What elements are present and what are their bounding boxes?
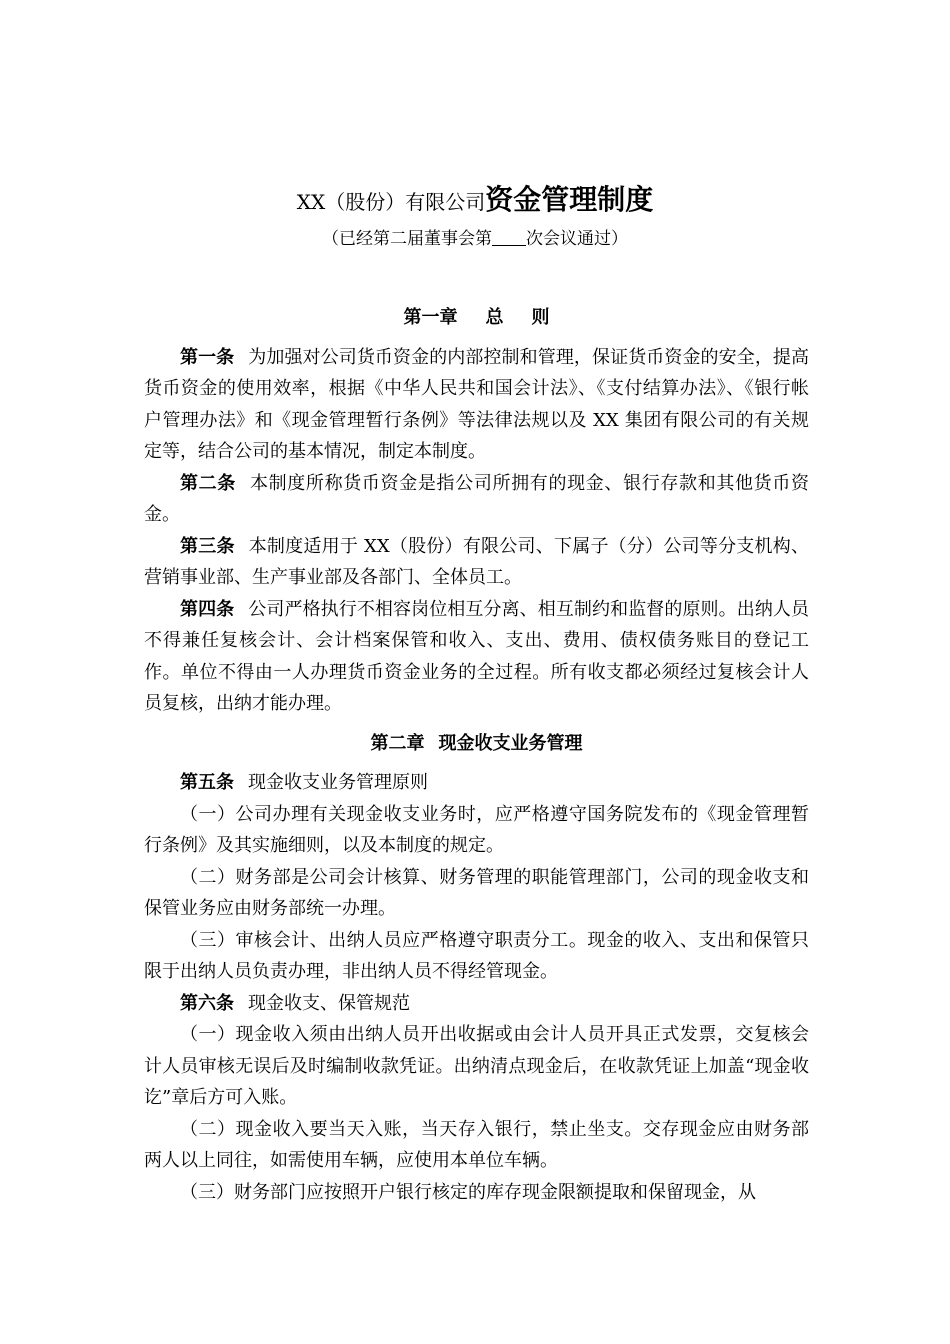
paragraph (144, 531, 809, 594)
paragraph (144, 1019, 809, 1114)
paragraph-text: 现金收支业务管理原则 (248, 772, 428, 793)
paragraph-text: 为加强对公司货币资金的内部控制和管理，保证货币资金的安全，提高货币资金的使用效率，根据《中华人民共和国会计法》、《支付结算办法》、《银行帐户管理办法》和《现金管理暂行条例》等法律法规以及 XX 集团有限公司的有关规定等，结合公司的基本情况，制定本制度。 (144, 346, 810, 462)
paragraph-text: （二）财务部是公司会计核算、财务管理的职能管理部门，公司的现金收支和保管业务应由财务部统一办理。 (144, 866, 809, 919)
paragraph-text: （三）审核会计、出纳人员应严格遵守职责分工。现金的收入、支出和保管只限于出纳人员负责办理，非出纳人员不得经管现金。 (144, 929, 809, 982)
chapter-label: 第二章 (370, 732, 425, 754)
paragraph (144, 988, 809, 1020)
article-label: 第五条 (180, 772, 234, 793)
paragraph (144, 767, 809, 799)
paragraph (144, 468, 809, 531)
paragraph-text: （一）公司办理有关现金收支业务时，应严格遵守国务院发布的《现金管理暂行条例》及其实施细则，以及本制度的规定。 (144, 803, 809, 856)
paragraph (144, 925, 809, 988)
paragraph-text: （一）现金收入须由出纳人员开出收据或由会计人员开具正式发票，交复核会计人员审核无误后及时编制收款凭证。出纳清点现金后，在收款凭证上加盖“现金收讫”章后方可入账。 (144, 1024, 809, 1108)
chapter-heading-1 (144, 302, 809, 334)
chapter-label: 第一章 (403, 307, 458, 328)
paragraph (144, 594, 809, 720)
paragraph-text: （三）财务部门应按照开户银行核定的库存现金限额提取和保留现金，从 (180, 1181, 756, 1203)
paragraph-text: （二）现金收入要当天入账，当天存入银行，禁止坐支。交存现金应由财务部两人以上同往，如需使用车辆，应使用本单位车辆。 (144, 1118, 809, 1171)
article-label: 第一条 (180, 346, 235, 368)
paragraph (144, 342, 809, 468)
document-body (144, 302, 809, 1208)
paragraph (144, 799, 809, 862)
chapter-name: 总 (485, 307, 504, 328)
blank-underline (492, 227, 526, 246)
article-label: 第六条 (180, 992, 234, 1014)
article-label: 第二条 (180, 472, 236, 494)
paragraph-text: 本制度适用于 XX（股份）有限公司、下属子（分）公司等分支机构、营销事业部、生产事业部及各部门、全体员工。 (144, 535, 809, 588)
title-main: 资金管理制度 (485, 183, 654, 216)
paragraph-text: 现金收支、保管规范 (248, 992, 410, 1014)
paragraph (144, 1114, 809, 1177)
paragraph (144, 862, 809, 925)
article-label: 第三条 (180, 535, 235, 557)
paragraph-text: 本制度所称货币资金是指公司所拥有的现金、银行存款和其他货币资金。 (144, 472, 809, 525)
title-company: XX（股份）有限公司 (296, 190, 486, 214)
chapter-heading-2 (144, 728, 809, 760)
chapter-name-2: 则 (531, 307, 550, 328)
article-label: 第四条 (180, 598, 235, 620)
subtitle-after: 次会议通过） (526, 229, 628, 249)
paragraph (144, 1177, 809, 1209)
paragraph-text: 公司严格执行不相容岗位相互分离、相互制约和监督的原则。出纳人员不得兼任复核会计、会计档案保管和收入、支出、费用、债权债务账目的登记工作。单位不得由一人办理货币资金业务的全过程。所有收支都必须经过复核会计人员复核，出纳才能办理。 (144, 598, 810, 714)
document-title (0, 180, 950, 222)
document-subtitle (0, 224, 950, 254)
chapter-name: 现金收支业务管理 (438, 732, 583, 754)
subtitle-before: （已经第二届董事会第 (322, 229, 492, 249)
